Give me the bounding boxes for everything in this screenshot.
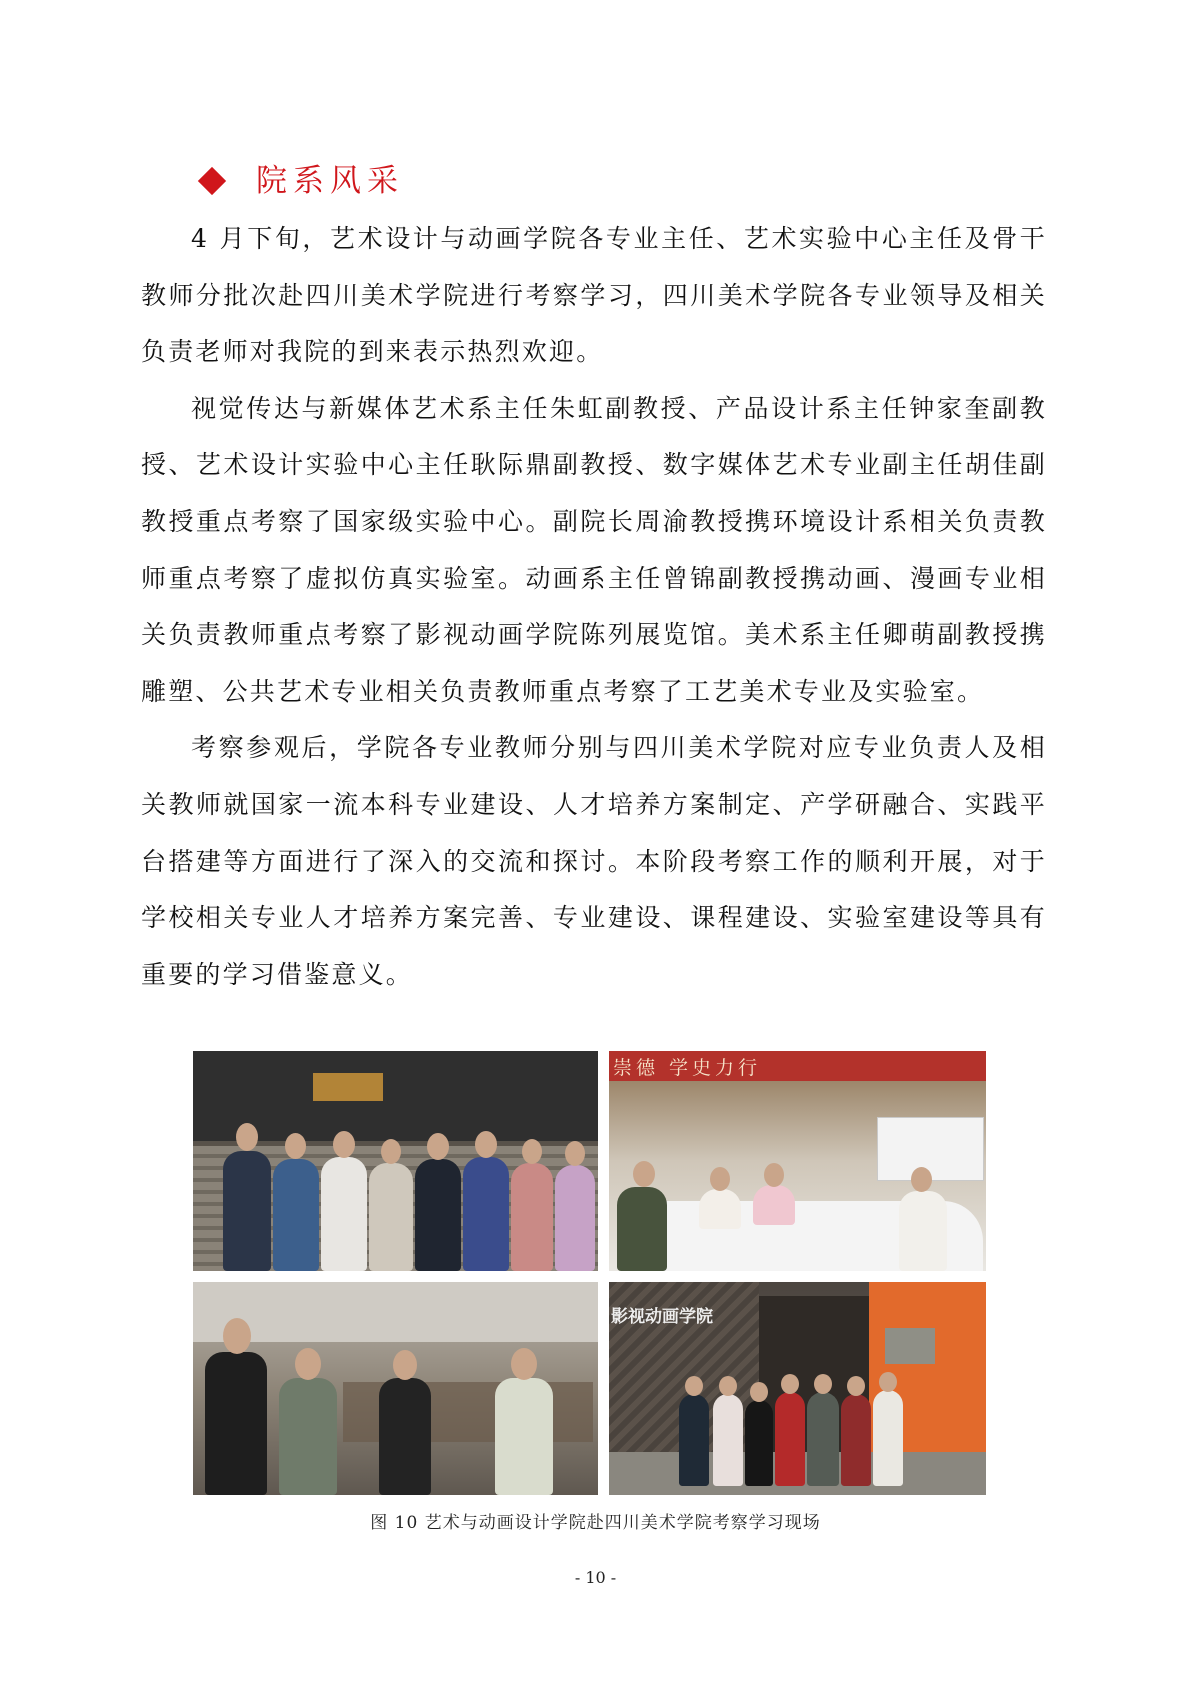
- group-photo-stairwell: [193, 1051, 598, 1271]
- paragraph-1: 4 月下旬，艺术设计与动画学院各专业主任、艺术实验中心主任及骨干教师分批次赴四川美术学院进行考察学习，四川美术学院各专业领导及相关负责老师对我院的到来表示热烈欢迎。: [141, 224, 1047, 367]
- section-heading: [196, 158, 404, 204]
- section-title: 院系风采: [256, 163, 404, 199]
- paragraph-3: 考察参观后，学院各专业教师分别与四川美术学院对应专业负责人及相关教师就国家一流本科专业建设、人才培养方案制定、产学研融合、实践平台搭建等方面进行了深入的交流和探讨。本阶段考察工作的顺利开展，对于学校相关专业人才培养方案完善、专业建设、课程建设、实验室建设等具有重要的学习借鉴意义。: [141, 733, 1047, 989]
- figure-caption: 图 10 艺术与动画设计学院赴四川美术学院考察学习现场: [370, 1513, 821, 1533]
- animation-college-entrance-photo: [609, 1282, 986, 1495]
- article-body: [141, 211, 1047, 1003]
- meeting-room-photo: [609, 1051, 986, 1271]
- photo-grid: [193, 1051, 986, 1495]
- page-number: - 10 -: [574, 1568, 617, 1587]
- sculpture-studio-photo: [193, 1282, 598, 1495]
- building-sign: 影视动画学院: [611, 1307, 713, 1327]
- banner-slogan: 崇德 学史力行: [613, 1057, 762, 1079]
- paragraph-2: 视觉传达与新媒体艺术系主任朱虹副教授、产品设计系主任钟家奎副教授、艺术设计实验中心主任耿际鼎副教授、数字媒体艺术专业副主任胡佳副教授重点考察了国家级实验中心。副院长周渝教授携环境设计系相关负责教师重点考察了虚拟仿真实验室。动画系主任曾锦副教授携动画、漫画专业相关负责教师重点考察了影视动画学院陈列展览馆。美术系主任卿萌副教授携雕塑、公共艺术专业相关负责教师重点考察了工艺美术专业及实验室。: [141, 393, 1047, 706]
- diamond-bullet-icon: [198, 167, 226, 195]
